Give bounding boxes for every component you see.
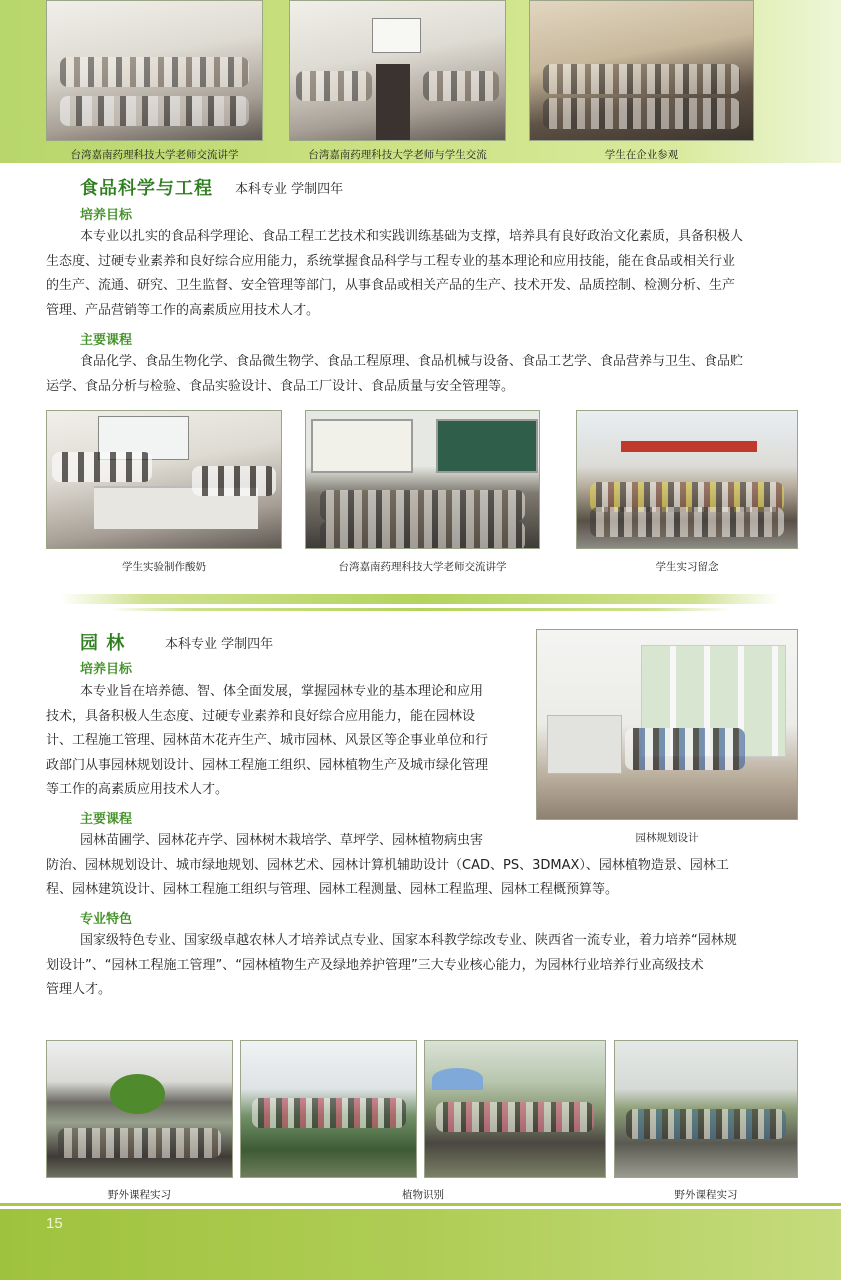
caption-top-2: 台湾嘉南药理科技大学老师与学生交流 [308,149,487,161]
garden-goal-heading: 培养目标 [80,662,133,677]
food-section-meta: 本科专业 学制四年 [235,182,344,197]
photo-internship-group [576,410,798,549]
footer-stripe-thin [0,1203,841,1206]
garden-goal-line: 计、工程施工管理、园林苗木花卉生产、城市园林、风景区等企事业单位和行 [46,733,489,748]
photo-teacher-student-exchange [289,0,506,141]
food-goal-line: 管理、产品营销等工作的高素质应用技术人才。 [46,302,320,318]
photo-landscape-design-room [536,629,798,820]
food-goal-line: 生态度、过硬专业素养和良好综合应用能力，系统掌握食品科学与工程专业的基本理论和应用技能，能在食品或相关行业 [46,253,736,269]
garden-section-meta: 本科专业 学制四年 [165,637,274,652]
caption-food-3: 学生实习留念 [655,561,719,573]
garden-feature-paragraph [46,929,800,1003]
caption-food-2: 台湾嘉南药理科技大学老师交流讲学 [338,561,507,573]
food-section-title: 食品科学与工程 [80,178,213,199]
garden-course-line: 园林苗圃学、园林花卉学、园林树木栽培学、草坪学、园林植物病虫害 [80,833,484,848]
garden-course-line: 防治、园林规划设计、城市绿地规划、园林艺术、园林计算机辅助设计（CAD、PS、3DMAX）、园林植物造景、园林工 [46,857,729,873]
page-number: 15 [46,1215,63,1232]
food-goal-line: 本专业以扎实的食品科学理论、食品工程工艺技术和实践训练基础为支撑，培养具有良好政治文化素质，具备积极人 [80,229,744,244]
photo-plant-identification [240,1040,417,1178]
caption-garden-side: 园林规划设计 [635,832,699,844]
caption-top-3: 学生在企业参观 [604,149,679,161]
caption-bottom-2: 植物识别 [402,1189,444,1201]
garden-course-line: 程、园林建筑设计、园林工程施工组织与管理、园林工程测量、园林工程监理、园林工程概预算等。 [46,882,619,897]
photo-lecture-exchange [46,0,263,141]
garden-feature-line: 管理人才。 [46,982,112,997]
garden-goal-line: 本专业旨在培养德、智、体全面发展，掌握园林专业的基本理论和应用 [80,684,484,699]
photo-classroom-lecture [305,410,540,549]
food-course-paragraph [46,350,800,399]
food-course-line: 食品化学、食品生物化学、食品微生物学、食品工程原理、食品机械与设备、食品工艺学、食品营养与卫生、食品贮 [80,354,744,369]
garden-feature-heading: 专业特色 [80,912,133,927]
food-course-line: 运学、食品分析与检验、食品实验设计、食品工厂设计、食品质量与安全管理等。 [46,378,515,394]
garden-course-heading: 主要课程 [80,812,133,827]
photo-field-practice-park [614,1040,798,1178]
garden-goal-line: 等工作的高素质应用技术人才。 [46,782,229,797]
photo-yogurt-lab [46,410,282,549]
food-course-heading: 主要课程 [80,333,133,348]
caption-food-1: 学生实验制作酸奶 [122,561,206,573]
photo-enterprise-visit [529,0,754,141]
garden-goal-paragraph [46,680,526,803]
caption-top-1: 台湾嘉南药理科技大学老师交流讲学 [70,149,239,161]
garden-feature-line: 国家级特色专业、国家级卓越农林人才培养试点专业、国家本科教学综改专业、陕西省一流专业，着力培养“园林规 [80,933,737,948]
garden-section-title: 园 林 [80,633,126,654]
garden-goal-line: 政部门从事园林规划设计、园林工程施工组织、园林植物生产及城市绿化管理 [46,757,489,773]
garden-feature-line: 划设计”、“园林工程施工管理”、“园林植物生产及绿地养护管理”三大专业核心能力，为园林行业培养行业高级技术 [46,957,704,973]
section-divider [60,594,780,604]
photo-field-practice-gate [46,1040,233,1178]
garden-goal-line: 技术，具备积极人生态度、过硬专业素养和良好综合应用能力，能在园林设 [46,708,476,724]
caption-bottom-1: 野外课程实习 [108,1189,171,1201]
food-goal-line: 的生产、流通、研究、卫生监督、安全管理等部门，从事食品或相关产品的生产、技术开发、品质控制、检测分析、生产 [46,278,736,293]
food-goal-paragraph [46,225,800,323]
photo-plant-identification-2 [424,1040,606,1178]
footer-band [0,1209,841,1280]
section-divider-thin [110,608,730,611]
food-goal-heading: 培养目标 [80,208,133,223]
caption-bottom-3: 野外课程实习 [674,1189,738,1201]
